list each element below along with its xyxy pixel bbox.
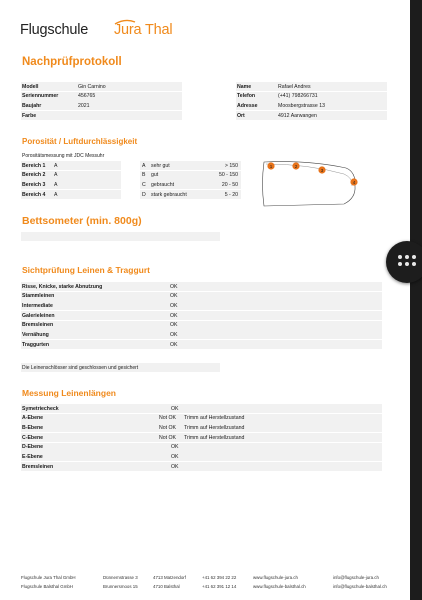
- owner-info-table: [236, 82, 387, 121]
- table-row: Risse, Knicke, starke Abnutzung OK: [21, 282, 382, 291]
- table-row: E-Ebene OK: [21, 452, 382, 461]
- table-row: Bereich 3 A: [21, 180, 121, 189]
- table-row: Modell Gin Carnino: [21, 82, 182, 91]
- legend-row: B gut 50 - 150: [140, 171, 241, 180]
- table-row: Galerieleinen OK: [21, 311, 382, 320]
- footer-email-link[interactable]: info@flugschule-jura.ch: [333, 575, 379, 580]
- bettsometer-value: [21, 232, 220, 241]
- svg-text:2: 2: [294, 163, 298, 169]
- svg-text:4: 4: [352, 179, 356, 185]
- visual-check-note-row: [21, 363, 220, 372]
- table-row: B-Ebene Not OK Trimm auf Herstellzustand: [21, 423, 382, 432]
- footer-email-link[interactable]: info@flugschule-balsthal.ch: [333, 584, 387, 589]
- table-row: Vernähung OK: [21, 330, 382, 339]
- table-row: Stammleinen OK: [21, 292, 382, 301]
- footer-website-link[interactable]: www.flugschule-balsthal.ch: [253, 584, 306, 589]
- table-row: Ort 4912 Aarwangen: [236, 111, 387, 120]
- porosity-table: [21, 161, 121, 200]
- viewer-edge: [410, 0, 422, 600]
- marker-4: [350, 178, 357, 185]
- table-row: Farbe: [21, 111, 182, 120]
- legend-row: A sehr gut > 150: [140, 161, 241, 170]
- table-row: Bereich 2 A: [21, 171, 121, 180]
- svg-text:3: 3: [320, 167, 324, 173]
- document-page: Flugschule Jura Thal Nachprüfprotokoll Modell Gin Carnino Seriennummer 456765 Baujahr 2021 Farbe Name Rafael Andres Telefon (+41) 798266731 Adresse Moosbergstrasse 13 Ort 4912 Aarwangen Porosität / Luftdurchlässigkeit Porositätsmessung mit JDC Messuhr Bereich 1 A Bereich 2 A Bereich 3 A Bereich 4 A A sehr gut > 150 B gut 50 - 150 C gebraucht 20 - 50 D stark gebraucht 5 - 20 1 2 3 4 Bettsometer (min. 800g) Sichtprüfung Leinen & Traggurt Risse, Knicke, starke Abnutzung OK Stammleinen OK Intermediate OK Galerieleinen OK Bremsleinen OK Vernähung OK Traggurten OK Die Leinenschlösser sind geschlossen und gesichert Messung Leinenlängen Symetriecheck OK A-Ebene Not OK Trimm auf Herstellzustand B-Ebene Not OK Trimm auf Herstellzustand C-Ebene Not OK Trimm auf Herstellzustand D-Ebene OK E-Ebene OK Bremsleinen OK Flugschule Jura Thal GmbH Dünnernstrasse 3 4713 Matzendorf +41 62 394 22 22 www.flugschule-jura.ch info@flugschule-jura.ch Flugschule Balsthal GmbH Brunnersmoos 15 4710 Balsthal +41 62 391 12 14 www.flugschule-balsthal.ch info@flugschule-balsthal.ch: [0, 0, 410, 600]
- wing-outline: [263, 162, 356, 206]
- svg-text:1: 1: [269, 163, 273, 169]
- menu-button[interactable]: [386, 241, 422, 283]
- line-length-table: [21, 404, 382, 472]
- porosity-heading: Porosität / Luftdurchlässigkeit: [22, 137, 138, 146]
- logo-swoosh-icon: [114, 19, 136, 25]
- table-row: Symetriecheck OK: [21, 404, 382, 413]
- table-row: Baujahr 2021: [21, 101, 182, 110]
- table-row: Bremsleinen OK: [21, 321, 382, 330]
- table-row: Traggurten OK: [21, 340, 382, 349]
- visual-check-note: Die Leinenschlösser sind geschlossen und gesichert: [22, 364, 139, 371]
- school-logo: [20, 20, 180, 40]
- table-row: A-Ebene Not OK Trimm auf Herstellzustand: [21, 414, 382, 423]
- table-row: Name Rafael Andres: [236, 82, 387, 91]
- footer-website-link[interactable]: www.flugschule-jura.ch: [253, 575, 298, 580]
- table-row: D-Ebene OK: [21, 443, 382, 452]
- wing-profile-diagram: [258, 158, 362, 208]
- page-title: Nachprüfprotokoll: [22, 56, 122, 68]
- visual-check-table: [21, 282, 382, 350]
- legend-row: D stark gebraucht 5 - 20: [140, 190, 241, 199]
- marker-3: [318, 166, 325, 173]
- bettsometer-heading: Bettsometer (min. 800g): [22, 215, 142, 227]
- legend-row: C gebraucht 20 - 50: [140, 180, 241, 189]
- table-row: Intermediate OK: [21, 301, 382, 310]
- visual-check-heading: Sichtprüfung Leinen & Traggurt: [22, 265, 150, 275]
- table-row: Bereich 1 A: [21, 161, 121, 170]
- marker-1: [267, 162, 274, 169]
- table-row: Adresse Moosbergstrasse 13: [236, 101, 387, 110]
- logo-text-2: Jura Thal: [114, 22, 173, 38]
- table-row: Bremsleinen OK: [21, 462, 382, 471]
- glider-info-table: [21, 82, 182, 121]
- logo-text-1: Flugschule: [20, 22, 89, 38]
- porosity-legend: [140, 161, 241, 200]
- line-length-heading: Messung Leinenlängen: [22, 388, 116, 398]
- table-row: Telefon (+41) 798266731: [236, 92, 387, 101]
- table-row: Seriennummer 456765: [21, 92, 182, 101]
- porosity-note: Porositätsmessung mit JDC Messuhr: [22, 153, 105, 159]
- marker-2: [292, 162, 299, 169]
- table-row: Bereich 4 A: [21, 190, 121, 199]
- table-row: C-Ebene Not OK Trimm auf Herstellzustand: [21, 433, 382, 442]
